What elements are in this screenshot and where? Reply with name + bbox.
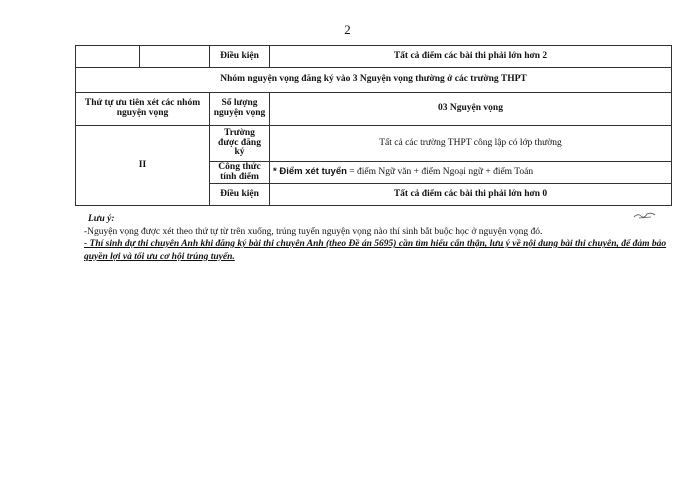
header-priority: Thứ tự ưu tiên xét các nhóm nguyện vọng <box>76 93 210 126</box>
row-value: Tất cả điểm các bài thi phải lớn hơn 2 <box>270 46 672 68</box>
empty-cell <box>140 46 210 68</box>
row-value: Tất cả điểm các bài thi phải lớn hơn 0 <box>270 184 672 206</box>
group-title: Nhóm nguyện vọng đăng ký vào 3 Nguyện vọng thường ở các trường THPT <box>76 68 672 93</box>
row-value: Tất cả các trường THPT công lập có lớp thường <box>270 126 672 162</box>
row-label: Công thức tính điểm <box>210 162 270 184</box>
notes-title: Lưu ý: <box>88 214 115 224</box>
table-row <box>76 46 672 68</box>
row-label: Điều kiện <box>210 184 270 206</box>
header-wishes: 03 Nguyện vọng <box>270 93 672 126</box>
table-header-row <box>76 93 672 126</box>
note-line-2: - Thí sinh dự thi chuyên Anh khi đăng ký bài thi chuyên Anh (theo Đề án 5695) cần tìm hiểu cẩn thận, lưu ý về nội dung bài thi chuyên, để đảm bảo quyền lợi và tối ưu cơ hội trúng tuyển. <box>84 239 667 262</box>
table-row <box>76 68 672 93</box>
row-label: Trường được đăng ký <box>210 126 270 162</box>
page-number: 2 <box>344 22 351 37</box>
note-line-1: -Nguyện vọng được xét theo thứ tự từ trên xuống, trúng tuyển nguyện vọng nào thí sinh bắt buộc học ở nguyện vọng đó. <box>84 226 543 237</box>
notes-section <box>84 213 678 263</box>
table-row <box>76 126 672 162</box>
group-id: II <box>76 126 210 206</box>
formula-title: * Điểm xét tuyển <box>273 166 347 178</box>
admission-table <box>75 45 672 206</box>
empty-cell <box>76 46 140 68</box>
row-value <box>270 162 672 184</box>
row-label: Điều kiện <box>210 46 270 68</box>
header-count: Số lượng nguyện vọng <box>210 93 270 126</box>
formula-text: = điểm Ngữ văn + điểm Ngoại ngữ + điểm Toán <box>346 167 534 178</box>
